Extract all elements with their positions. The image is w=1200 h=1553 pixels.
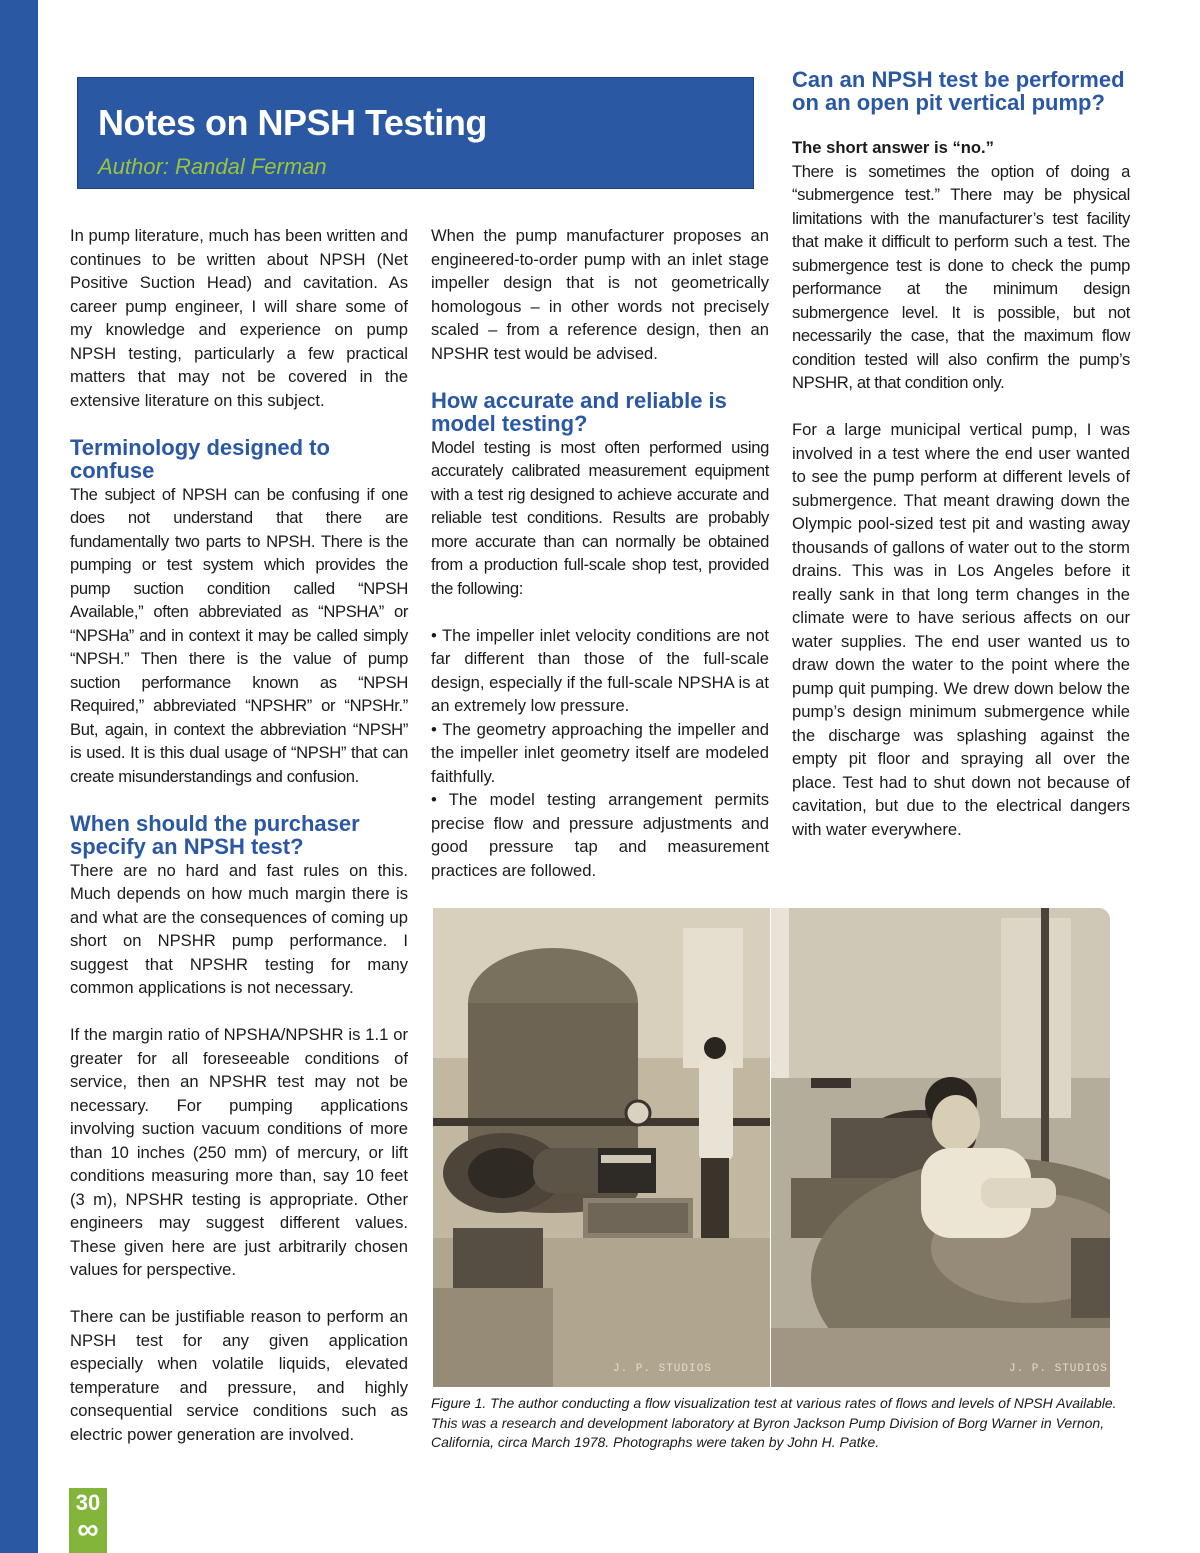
column-2 (431, 224, 769, 882)
purchaser-heading: When should the purchaser specify an NPSH test? (70, 810, 360, 859)
bullet-item: • The model testing arrangement permits precise flow and pressure adjustments and good pressure tap and measurement practices are followed. (431, 790, 769, 880)
column-3 (792, 68, 1130, 841)
intro-paragraph: In pump literature, much has been written and continues to be written about NPSH (Net Positive Suction Head) and cavitation. As career pump engineer, I will share some of my knowledge and experience on pump NPSH testing, particularly a few practical matters that may not be covered in the extensive literature on this subject. (70, 226, 408, 410)
submergence-paragraph: There is sometimes the option of doing a “submergence test.” There may be physical limitations with the manufacturer’s test facility that make it difficult to perform such a test. The submergence test is done to check the pump performance at the minimum design submergence level. It is possible, but not necessarily the case, that the maximum flow condition tested will also confirm the pump’s NPSHR, at that condition only. (792, 161, 1130, 392)
page-folio (69, 1488, 107, 1553)
article-title: Notes on NPSH Testing (98, 102, 487, 143)
infinity-icon: ∞ (77, 1513, 99, 1546)
margin-paragraph: If the margin ratio of NPSHA/NPSHR is 1.1 or greater for all foreseeable conditions of service, then an NPSHR test may not be necessary. For pumping applications involving suction vacuum conditions of more than 10 inches (250 mm) of mercury, or lift conditions measuring more than, say 10 feet (3 m), NPSHR testing is appropriate. Other engineers may suggest different values. These given here are just arbitrarily chosen values for perspective. (70, 1025, 408, 1279)
title-banner (77, 77, 754, 189)
lab-scene-left-illustration (433, 908, 770, 1387)
short-answer: The short answer is “no.” (792, 138, 994, 157)
lab-scene-right-illustration (771, 908, 1110, 1387)
lab-photo-left (433, 908, 770, 1387)
lab-photo-right (771, 908, 1110, 1387)
bullet-item: • The geometry approaching the impeller and the impeller inlet geometry itself are modeled faithfully. (431, 719, 769, 786)
model-testing-paragraph: Model testing is most often performed using accurately calibrated measurement equipment with a test rig designed to achieve accurate and reliable test conditions. Results are probably more accurate than can normally be obtained from a production full-scale shop test, provided the following: (431, 437, 769, 598)
terminology-heading: Terminology designed to confuse (70, 434, 330, 483)
model-testing-heading: How accurate and reliable is model testing? (431, 387, 727, 436)
purchaser-paragraph: There are no hard and fast rules on this. Much depends on how much margin there is and what are the consequences of coming up short on NPSHR pump performance. I suggest that NPSHR testing for many common applications is not necessary. (70, 860, 408, 997)
figure-photographs (433, 908, 1110, 1387)
column-1 (70, 224, 408, 1446)
figure-caption: Figure 1. The author conducting a flow visualization test at various rates of flows and levels of NPSH Available. This was a research and development laboratory at Byron Jackson Pump Division of Borg Warner in Vernon, California, circa March 1978. Photographs were taken by John H. Patke. (431, 1395, 1117, 1450)
photo-watermark-left: J. P. STUDIOS (613, 1363, 712, 1375)
open-pit-heading: Can an NPSH test be performed on an open pit vertical pump? (792, 67, 1125, 115)
photo-watermark-right: J. P. STUDIOS (1009, 1363, 1108, 1375)
article-author: Author: Randal Ferman (98, 154, 327, 179)
bullet-item: • The impeller inlet velocity conditions are not far different than those of the full-scale design, especially if the full-scale NPSHA is at an extremely low pressure. (431, 625, 769, 715)
terminology-paragraph: The subject of NPSH can be confusing if one does not understand that there are fundamentally two parts to NPSH. There is the pumping or test system which provides the pump suction condition called “NPSH Available,” often abbreviated as “NPSHA” or “NPSHa” and in context it may be called simply “NPSH.” Then there is the value of pump suction performance known as “NPSH Required,” abbreviated “NPSHR” or “NPSHr.” But, again, in context the abbreviation “NPSH” is used. It is this dual usage of “NPSH” that can create misunderstandings and confusion. (70, 484, 408, 786)
municipal-paragraph: For a large municipal vertical pump, I was involved in a test where the end user wanted to see the pump perform at different levels of submergence. That meant drawing down the Olympic pool-sized test pit and wasting away thousands of gallons of water out to the storm drains. This was in Los Angeles before it really sank in that long term changes in the climate were to have serious affects on our water supplies. The end user wanted us to draw down the water to the point where the pump quit pumping. We drew down below the pump’s design minimum submergence while the discharge was splashing against the empty pit floor and spraying all over the place. Test had to shut down not because of cavitation, but due to the electrical dangers with water everywhere. (792, 420, 1130, 839)
page-number: 30 (75, 1490, 101, 1515)
justifiable-paragraph: There can be justifiable reason to perform an NPSH test for any given application especially when volatile liquids, elevated temperature and pressure, and highly consequential service conditions such as electric power generation are involved. (70, 1307, 408, 1444)
left-accent-bar (0, 0, 38, 1553)
engineered-paragraph: When the pump manufacturer proposes an engineered-to-order pump with an inlet stage impeller design that is not geometrically homologous – in other words not precisely scaled – from a reference design, then an NPSHR test would be advised. (431, 226, 769, 363)
